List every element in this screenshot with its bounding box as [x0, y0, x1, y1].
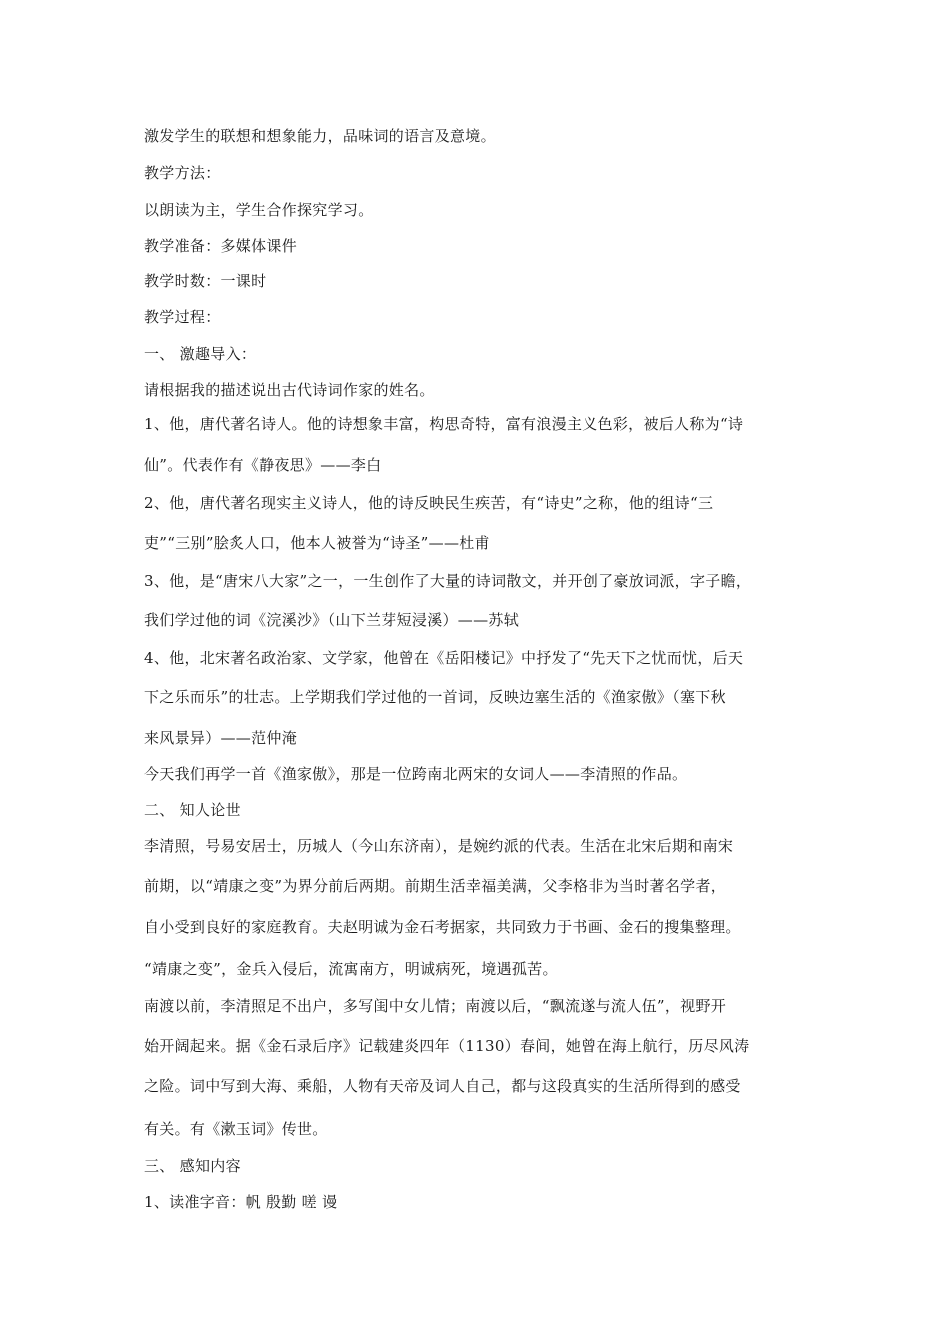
text-line: 4、他，北宋著名政治家、文学家，他曾在《岳阳楼记》中抒发了“先天下之忧而忧，后天	[144, 649, 744, 667]
text-line: 我们学过他的词《浣溪沙》（山下兰芽短浸溪）——苏轼	[144, 611, 520, 629]
text-line: 吏”“三别”脍炙人口，他本人被誉为“诗圣”——杜甫	[144, 534, 490, 552]
text-line: 自小受到良好的家庭教育。夫赵明诚为金石考据家，共同致力于书画、金石的搜集整理。	[144, 918, 741, 936]
text-line: 始开阔起来。据《金石录后序》记载建炎四年（1130）春间，她曾在海上航行，历尽风涛	[144, 1037, 750, 1055]
text-line: 教学时数：一课时	[144, 272, 267, 290]
text-line: 3、他，是“唐宋八大家”之一，一生创作了大量的诗词散文，并开创了豪放词派，字子瞻，	[144, 572, 752, 590]
section-heading: 一、 激趣导入：	[144, 345, 257, 363]
text-line: 之险。词中写到大海、乘船，人物有天帝及词人自己，都与这段真实的生活所得到的感受	[144, 1077, 741, 1095]
text-line: 前期，以“靖康之变”为界分前后两期。前期生活幸福美满，父李格非为当时著名学者，	[144, 877, 727, 895]
text-line: 下之乐而乐”的壮志。上学期我们学过他的一首词，反映边塞生活的《渔家傲》（塞下秋	[144, 688, 726, 706]
text-line: 1、他，唐代著名诗人。他的诗想象丰富，构思奇特，富有浪漫主义色彩，被后人称为“诗	[144, 415, 744, 433]
text-line: 李清照，号易安居士，历城人（今山东济南），是婉约派的代表。生活在北宋后期和南宋	[144, 837, 734, 855]
text-line: “靖康之变”，金兵入侵后，流寓南方，明诚病死，境遇孤苦。	[144, 960, 558, 978]
text-line: 激发学生的联想和想象能力，品味词的语言及意境。	[144, 127, 496, 145]
section-heading: 二、 知人论世	[144, 801, 241, 819]
section-label: 教学过程：	[144, 308, 221, 326]
text-line: 以朗读为主，学生合作探究学习。	[144, 201, 374, 219]
text-line: 请根据我的描述说出古代诗词作家的姓名。	[144, 381, 435, 399]
text-line: 有关。有《漱玉词》传世。	[144, 1120, 328, 1138]
text-line: 2、他，唐代著名现实主义诗人，他的诗反映民生疾苦，有“诗史”之称，他的组诗“三	[144, 494, 714, 512]
section-heading: 三、 感知内容	[144, 1157, 241, 1175]
text-line: 南渡以前，李清照足不出户，多写闺中女儿情；南渡以后，“飘流遂与流人伍”，视野开	[144, 997, 727, 1015]
text-line: 今天我们再学一首《渔家傲》，那是一位跨南北两宋的女词人——李清照的作品。	[144, 765, 688, 783]
text-line: 教学准备：多媒体课件	[144, 237, 298, 255]
text-line: 仙”。代表作有《静夜思》——李白	[144, 456, 382, 474]
text-line: 来风景异）——范仲淹	[144, 729, 298, 747]
text-line: 1、读准字音：帆 殷勤 嗟 谩	[144, 1193, 338, 1211]
section-label: 教学方法：	[144, 164, 221, 182]
